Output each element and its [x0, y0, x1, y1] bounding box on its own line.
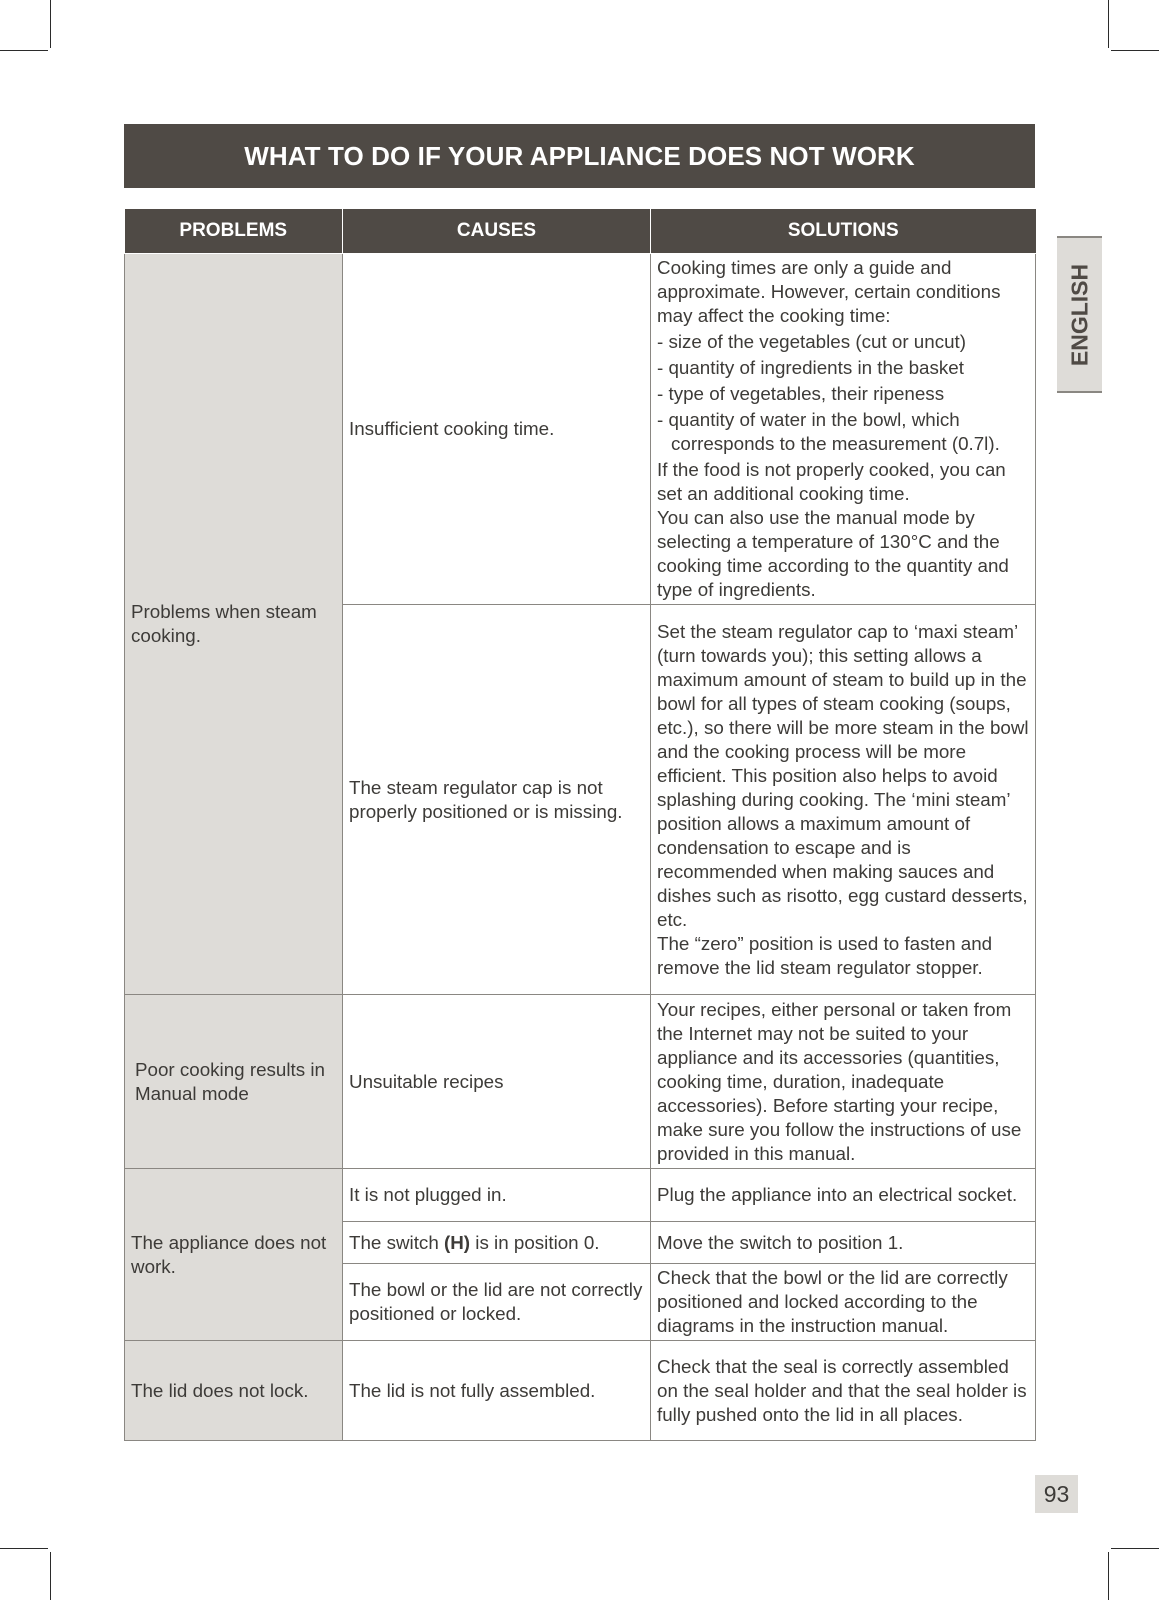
list-item: - quantity of water in the bowl, which corresponds to the measurement (0.7l).	[657, 409, 1000, 454]
solution-text: Plug the appliance into an electrical socket.	[657, 1184, 1018, 1205]
cause-text: The bowl or the lid are not correctly positioned or locked.	[349, 1279, 643, 1324]
solution-cell	[651, 1264, 1036, 1341]
cause-text: Unsuitable recipes	[349, 1070, 504, 1092]
problem-cell	[125, 1169, 343, 1341]
solution-cell	[651, 1341, 1036, 1441]
language-tab	[1057, 236, 1102, 393]
list-item: - type of vegetables, their ripeness	[657, 383, 945, 404]
table-row	[125, 1169, 1036, 1222]
header-solutions: SOLUTIONS	[651, 209, 1036, 254]
cause-cell	[343, 254, 651, 605]
table-row	[125, 1341, 1036, 1441]
crop-mark	[0, 1548, 48, 1549]
solution-cell	[651, 1169, 1036, 1222]
crop-mark	[1111, 50, 1159, 51]
solution-text: Check that the bowl or the lid are correctly positioned and locked according to the diagrams in the instruction manual.	[657, 1267, 1008, 1336]
crop-mark	[1108, 1552, 1109, 1600]
page-number: 93	[1035, 1475, 1078, 1513]
cause-text-after: is in position 0.	[470, 1231, 600, 1253]
cause-cell	[343, 1341, 651, 1441]
crop-mark	[50, 0, 51, 48]
crop-mark	[1111, 1548, 1159, 1549]
problem-text: Problems when steam cooking.	[131, 601, 317, 646]
solution-text: Cooking times are only a guide and approximate. However, certain conditions may affect the cooking time:	[657, 257, 1001, 326]
header-problems: PROBLEMS	[125, 209, 343, 254]
cause-text: Insufficient cooking time.	[349, 418, 555, 439]
solution-cell	[651, 995, 1036, 1169]
problem-text: The lid does not lock.	[131, 1379, 309, 1401]
solution-text: If the food is not properly cooked, you can set an additional cooking time.	[657, 459, 1006, 504]
crop-mark	[0, 50, 48, 51]
crop-mark	[50, 1552, 51, 1600]
cause-text-before: The switch	[349, 1231, 444, 1253]
solution-text: The “zero” position is used to fasten and remove the lid steam regulator stopper.	[657, 932, 993, 978]
cause-cell	[343, 1264, 651, 1341]
cause-cell	[343, 605, 651, 995]
problem-cell	[125, 1341, 343, 1441]
cause-cell	[343, 1169, 651, 1222]
solution-text: Check that the seal is correctly assembled on the seal holder and that the seal holder is fully pushed onto the lid in all places.	[657, 1355, 1027, 1425]
solution-cell	[651, 1222, 1036, 1264]
problem-cell	[125, 995, 343, 1169]
problem-text: The appliance does not work.	[131, 1231, 327, 1277]
list-item: - quantity of ingredients in the basket	[657, 357, 964, 378]
cause-cell	[343, 995, 651, 1169]
language-tab-label: ENGLISH	[1066, 263, 1092, 366]
solution-cell	[651, 605, 1036, 995]
page-title: WHAT TO DO IF YOUR APPLIANCE DOES NOT WORK	[124, 124, 1035, 188]
table-row	[125, 995, 1036, 1169]
crop-mark	[1108, 0, 1109, 48]
table-header-row	[125, 209, 1036, 254]
switch-label: (H)	[443, 1231, 471, 1253]
troubleshooting-table	[124, 209, 1036, 1441]
cause-text: It is not plugged in.	[349, 1184, 507, 1205]
solution-text: Move the switch to position 1.	[657, 1231, 904, 1253]
header-causes: CAUSES	[343, 209, 651, 254]
solution-text: You can also use the manual mode by selecting a temperature of 130°C and the cooking time according to the quantity and type of ingredients.	[657, 507, 1009, 600]
table-row	[125, 254, 1036, 605]
cause-text: The steam regulator cap is not properly positioned or is missing.	[349, 776, 623, 822]
cause-text: The lid is not fully assembled.	[349, 1379, 596, 1401]
cause-cell	[343, 1222, 651, 1264]
solution-text: Your recipes, either personal or taken from the Internet may not be suited to your appliance and its accessories (quantities, cooking time, duration, inadequate accessories). Before starting your recipe, make sure you follow the instructions of use provided in this manual.	[657, 998, 1022, 1164]
solution-text: Set the steam regulator cap to ‘maxi steam’ (turn towards you); this setting allows a maximum amount of steam to build up in the bowl for all types of steam cooking (soups, etc.), so there will be more steam in the bowl and the cooking process will be more efficient. This position also helps to avoid splashing during cooking. The ‘mini steam’ position allows a maximum amount of condensation to escape and is recommended when making sauces and dishes such as risotto, egg custard desserts, etc.	[657, 620, 1029, 930]
solution-cell	[651, 254, 1036, 605]
problem-cell	[125, 254, 343, 995]
problem-text: Poor cooking results in Manual mode	[135, 1058, 325, 1104]
list-item: - size of the vegetables (cut or uncut)	[657, 331, 967, 352]
